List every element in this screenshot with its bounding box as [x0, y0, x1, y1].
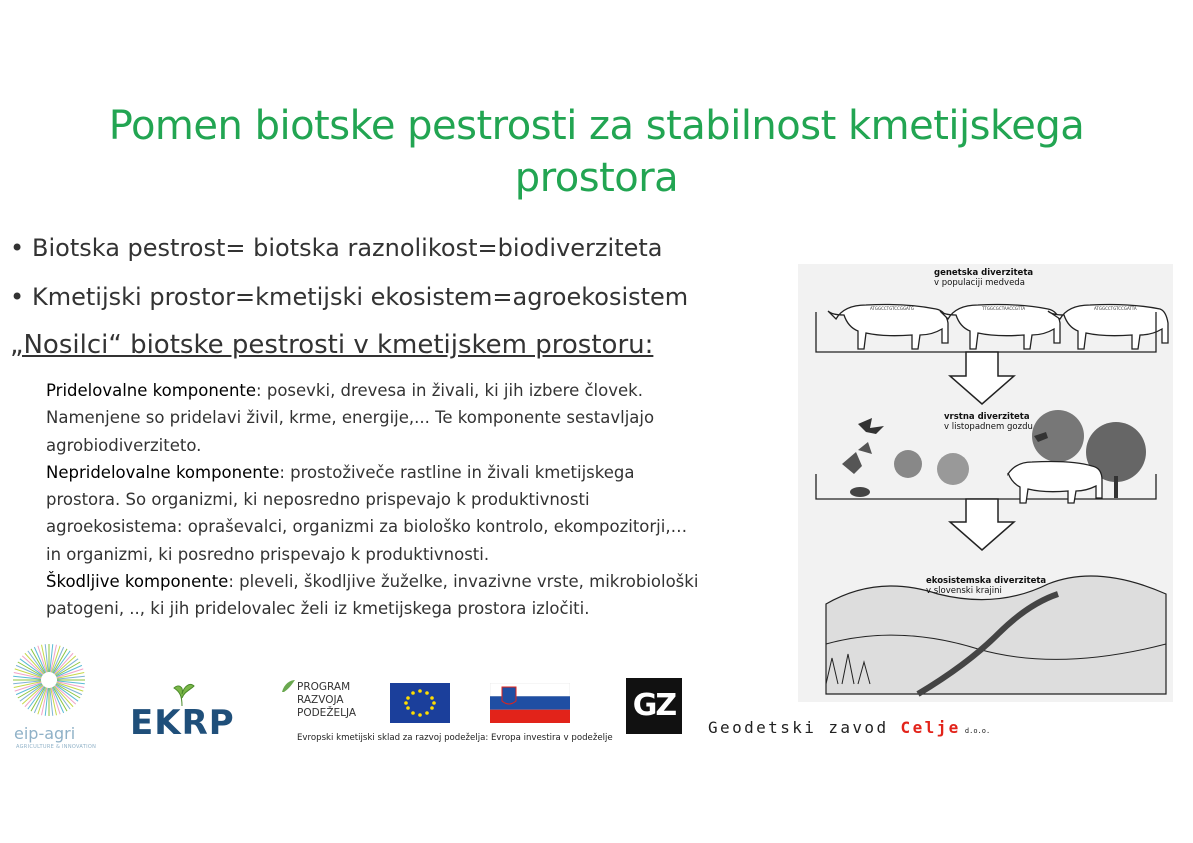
dna-sequence: TTGGCGCTAACCGTTA [982, 306, 1026, 311]
label-line: vrstna diverziteta [944, 412, 1030, 422]
program-line: PODEŽELJA [297, 707, 357, 719]
component-line: : posevki, drevesa in živali, ki jih izbere človek. [256, 381, 643, 400]
flower-icon [937, 453, 969, 485]
component-term: Pridelovalne komponente [46, 381, 257, 400]
butterfly-icon [858, 418, 884, 434]
component-line: Namenjene so pridelavi živil, krme, energije,... Te komponente sestavljajo [46, 408, 655, 428]
component-term: Nepridelovalne komponente [46, 462, 280, 482]
species-diversity-label [944, 412, 1033, 432]
label-line: v populaciji medveda [934, 278, 1025, 288]
bear-icon [1008, 462, 1102, 504]
label-line: genetska diverziteta [934, 268, 1034, 278]
biodiversity-levels-figure [798, 264, 1173, 702]
slide-title [60, 100, 1133, 204]
gz-logo: GZ [626, 678, 682, 734]
components-text [46, 377, 746, 623]
component-line: agroekosistema: opraševalci, organizmi za biološko kontrolo, ekompozitorji,… [46, 517, 688, 537]
component-production [46, 377, 746, 459]
component-line: : prostoživeče rastline in živali kmetijskega [279, 462, 635, 482]
program-razvoja-podezelja [297, 681, 356, 720]
label-line: v listopadnem gozdu [944, 422, 1033, 432]
gz-suffix: d.o.o. [960, 727, 991, 735]
title-line-1: Pomen biotske pestrosti za stabilnost kmetijskega [108, 103, 1085, 149]
component-term: Škodljive komponente [46, 572, 229, 592]
component-non-production [46, 459, 746, 568]
bear-icon [940, 305, 1060, 350]
gz-company-name [708, 718, 990, 737]
program-line: RAZVOJA [297, 694, 344, 706]
arrow-down-icon [950, 499, 1014, 550]
eip-agri-name: eip-agri [14, 724, 76, 743]
eu-flag-icon [390, 683, 450, 723]
arrow-down-icon [950, 352, 1014, 404]
bullet-agroecosystem [10, 283, 688, 311]
component-harmful [46, 568, 746, 623]
figure-drawing [798, 264, 1173, 702]
genetic-diversity-label [934, 268, 1033, 288]
component-line: in organizmi, ki posredno prispevajo k produktivnosti. [46, 544, 490, 564]
label-line: v slovenski krajini [926, 586, 1002, 596]
bullet-biodiversity [10, 234, 662, 262]
slovenia-flag-icon [490, 683, 570, 723]
gz-name: Geodetski zavod [708, 718, 901, 737]
eip-agri-logo-icon [6, 640, 92, 726]
ekrp-logo: EKRP [130, 703, 235, 743]
component-line: : pleveli, škodljive žuželke, invazivne vrste, mikrobiološki [228, 572, 699, 592]
label-line: ekosistemska diverziteta [926, 576, 1047, 586]
tree-trunk [1114, 476, 1118, 498]
shrub-icon [894, 450, 922, 478]
bird-icon [850, 487, 870, 497]
bullet-dot: • [10, 283, 25, 311]
component-line: agrobiodiverziteto. [46, 435, 202, 455]
ekrp-sprout-icon [168, 680, 196, 706]
bullet-text: Biotska pestrost= biotska raznolikost=biodiverziteta [32, 234, 663, 262]
bullet-dot: • [10, 234, 25, 262]
component-line: prostora. So organizmi, ki neposredno prispevajo k produktivnosti [46, 490, 590, 510]
butterfly-icon [842, 442, 872, 474]
program-leaf-icon [280, 678, 296, 694]
eip-agri-tagline: AGRICULTURE & INNOVATION [16, 744, 97, 750]
ecosystem-diversity-label [926, 576, 1046, 596]
bullet-text: Kmetijski prostor=kmetijski ekosistem=agroekosistem [32, 283, 689, 311]
program-line: PROGRAM [297, 681, 351, 693]
dna-sequence: ATGGCCTGTCCGATTA [1094, 306, 1137, 311]
gz-city: Celje [900, 718, 961, 737]
dna-sequence: ATGGCCTGTCCGGATG [870, 306, 915, 311]
title-line-2: prostora [514, 155, 679, 201]
component-line: patogeni, .., ki jih pridelovalec želi iz kmetijskega prostora izločiti. [46, 599, 590, 619]
nosilci-heading: „Nosilci“ biotske pestrosti v kmetijskem prostoru: [10, 330, 654, 360]
bear-icon [828, 305, 948, 350]
eu-fund-caption: Evropski kmetijski sklad za razvoj podeželja: Evropa investira v podeželje [297, 733, 613, 743]
bear-icon [1048, 305, 1168, 350]
